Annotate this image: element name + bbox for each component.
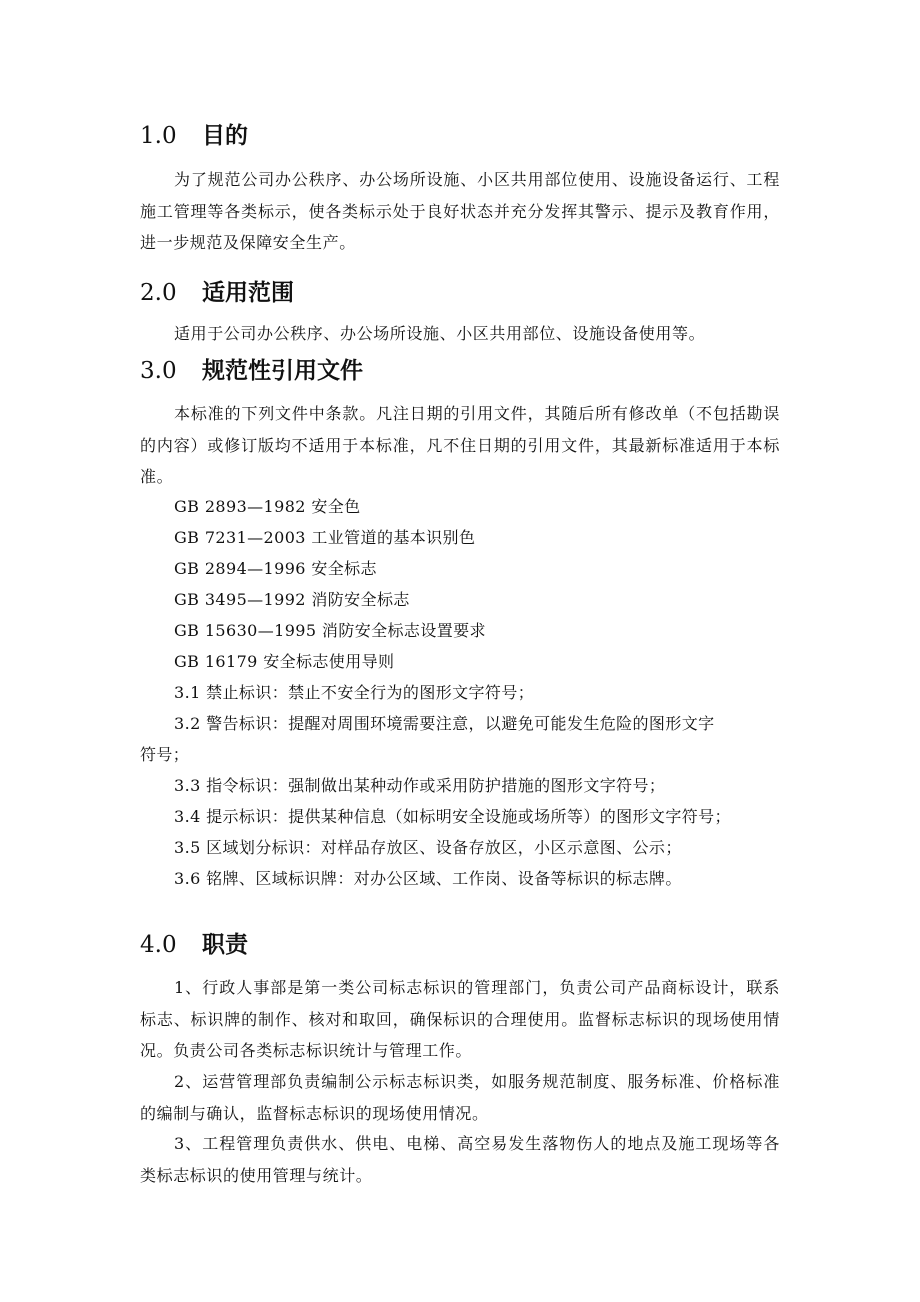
section-title: 职责 — [202, 932, 248, 958]
section-heading-scope — [140, 278, 294, 308]
standard-item: GB 7231—2003 工业管道的基本识别色 — [174, 528, 476, 547]
section-heading-purpose — [140, 121, 248, 151]
standard-item: GB 3495—1992 消防安全标志 — [174, 590, 410, 609]
section-number: 2.0 — [140, 280, 177, 306]
section-number: 1.0 — [140, 123, 177, 149]
section-number: 4.0 — [140, 932, 177, 958]
section-number: 3.0 — [140, 358, 177, 384]
responsibility-paragraph: 1、行政人事部是第一类公司标志标识的管理部门，负责公司产品商标设计，联系标志、标识牌的制作、核对和取回，确保标识的合理使用。监督标志标识的现场使用情况。负责公司各类标志标识统计与管理工作。 — [140, 978, 780, 1060]
section-title: 目的 — [202, 123, 248, 149]
standard-item: GB 15630—1995 消防安全标志设置要求 — [174, 621, 486, 640]
definition-item: 3.3 指令标识：强制做出某种动作或采用防护措施的图形文字符号； — [174, 776, 666, 795]
definition-item: 3.4 提示标识：提供某种信息（如标明安全设施或场所等）的图形文字符号； — [174, 807, 731, 826]
references-intro: 本标准的下列文件中条款。凡注日期的引用文件，其随后所有修改单（不包括勘误的内容）或修订版均不适用于本标准，凡不住日期的引用文件，其最新标准适用于本标准。 — [140, 404, 780, 486]
section-title: 适用范围 — [202, 280, 294, 306]
section-heading-references — [140, 356, 363, 386]
section-heading-responsibilities — [140, 930, 248, 960]
definition-item-continuation: 符号； — [140, 745, 190, 764]
standard-item: GB 2893—1982 安全色 — [174, 497, 361, 516]
definition-item: 3.1 禁止标识：禁止不安全行为的图形文字符号； — [174, 683, 535, 702]
responsibility-paragraph: 2、运营管理部负责编制公示标志标识类，如服务规范制度、服务标准、价格标准的编制与确认，监督标志标识的现场使用情况。 — [140, 1072, 780, 1123]
scope-paragraph: 适用于公司办公秩序、办公场所设施、小区共用部位、设施设备使用等。 — [174, 324, 706, 343]
purpose-paragraph: 为了规范公司办公秩序、办公场所设施、小区共用部位使用、设施设备运行、工程施工管理等各类标示，使各类标示处于良好状态并充分发挥其警示、提示及教育作用，进一步规范及保障安全生产。 — [140, 170, 780, 252]
standard-item: GB 2894—1996 安全标志 — [174, 559, 377, 578]
responsibility-paragraph: 3、工程管理负责供水、供电、电梯、高空易发生落物伤人的地点及施工现场等各类标志标识的使用管理与统计。 — [140, 1134, 780, 1185]
section-title: 规范性引用文件 — [202, 358, 363, 384]
definition-item: 3.2 警告标识：提醒对周围环境需要注意，以避免可能发生危险的图形文字 — [174, 714, 715, 733]
standard-item: GB 16179 安全标志使用导则 — [174, 652, 395, 671]
definition-item: 3.5 区域划分标识：对样品存放区、设备存放区，小区示意图、公示； — [174, 838, 682, 857]
definition-item: 3.6 铭牌、区域标识牌：对办公区域、工作岗、设备等标识的标志牌。 — [174, 869, 682, 888]
